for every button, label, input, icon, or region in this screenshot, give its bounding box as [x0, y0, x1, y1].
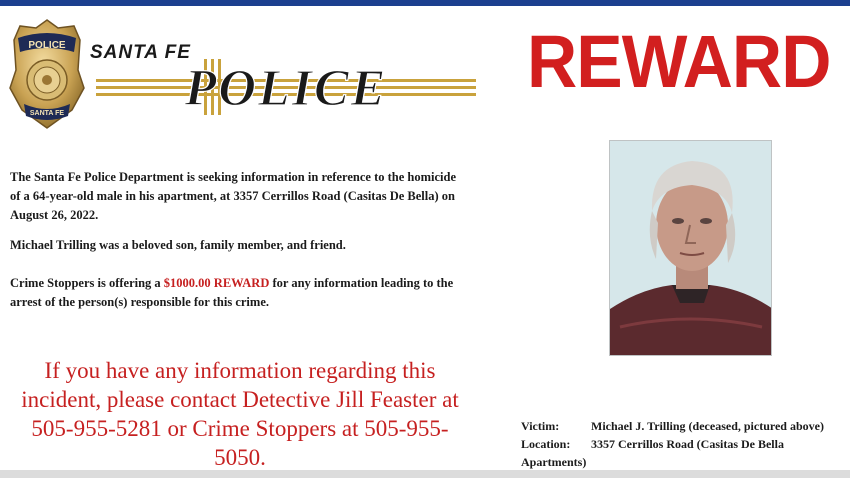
police-word-text: POLICE [184, 60, 388, 115]
police-badge-icon [8, 18, 86, 130]
reward-amount: $1000.00 REWARD [163, 276, 270, 290]
photo-caption [521, 417, 846, 471]
bottom-border [0, 470, 850, 478]
org-prefix: SANTA FE [90, 42, 191, 63]
info-paragraph-2: Michael Trilling was a beloved son, family member, and friend. [10, 238, 346, 252]
info-paragraph-1: The Santa Fe Police Department is seeking information in reference to the homicide of a 64-year-old male in his apartment, at 3357 Cerrillos Road (Casitas De Bella) on August 26, 2022. [10, 170, 456, 222]
reward-text-before: Crime Stoppers is offering a [10, 276, 164, 290]
victim-label: Victim: [521, 419, 560, 433]
victim-value: Michael J. Trilling (deceased, pictured above) [591, 419, 824, 433]
location-value-continued: Apartments) [521, 455, 587, 469]
top-border [0, 0, 850, 6]
svg-text:SANTA FE: SANTA FE [29, 110, 65, 117]
reward-heading: REWARD [527, 20, 831, 103]
victim-row [521, 417, 846, 435]
location-value: 3357 Cerrillos Road (Casitas De Bella [591, 437, 784, 451]
location-row [521, 435, 846, 453]
contact-info: If you have any information regarding this incident, please contact Detective Jill Feaster at 505-955-5281 or Crime Stoppers at 505-955-5050. [21, 358, 459, 470]
victim-photo [609, 140, 772, 356]
location-label: Location: [521, 437, 571, 451]
svg-text:POLICE: POLICE [28, 40, 66, 51]
info-paragraph-3 [10, 274, 460, 312]
reward-text-after: for any information leading to the arrest of the person(s) responsible for this crime. [10, 276, 454, 309]
police-wordmark [96, 55, 476, 115]
